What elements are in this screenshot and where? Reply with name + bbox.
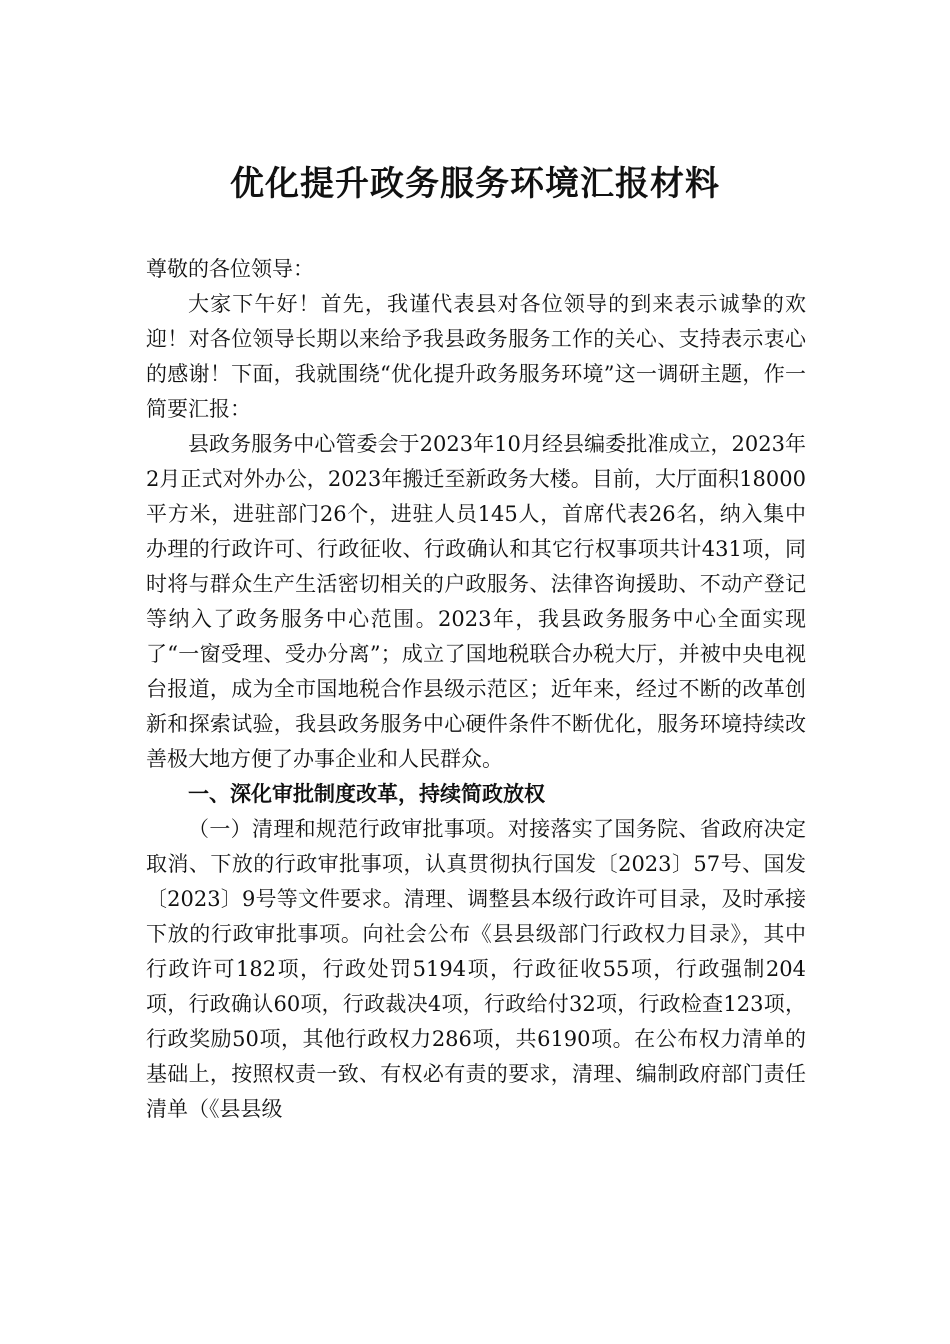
paragraph-section-1: （一）清理和规范行政审批事项。对接落实了国务院、省政府决定取消、下放的行政审批事项，认真贯彻执行国发〔2023〕57号、国发〔2023〕9号等文件要求。清理、调整县本级行政许可目录，及时承接下放的行政审批事项。向社会公布《县县级部门行政权力目录》，其中行政许可182项，行政处罚5194项，行政征收55项，行政强制204项，行政确认60项，行政裁决4项，行政给付32项，行政检查123项，行政奖励50项，其他行政权力286项，共6190项。在公布权力清单的基础上，按照权责一致、有权必有责的要求，清理、编制政府部门责任清单（《县县级 [146,817,806,1121]
section-heading: 一、深化审批制度改革，持续简政放权 [188,782,545,806]
paragraph-welcome: 大家下午好！首先，我谨代表县对各位领导的到来表示诚挚的欢迎！对各位领导长期以来给予我县政务服务工作的关心、支持表示衷心的感谢！下面，我就围绕“优化提升政务服务环境”这一调研主题，作一简要汇报： [146,292,806,421]
document-body [146,252,806,1127]
salutation: 尊敬的各位领导： [146,257,314,281]
document-title: 优化提升政务服务环境汇报材料 [230,164,720,204]
paragraph-overview: 县政务服务中心管委会于2023年10月经县编委批准成立，2023年2月正式对外办公，2023年搬迁至新政务大楼。目前，大厅面积18000平方米，进驻部门26个，进驻人员145人，首席代表26名，纳入集中办理的行政许可、行政征收、行政确认和其它行权事项共计431项，同时将与群众生产生活密切相关的户政服务、法律咨询援助、不动产登记等纳入了政务服务中心范围。2023年，我县政务服务中心全面实现了“一窗受理、受办分离”；成立了国地税联合办税大厅，并被中央电视台报道，成为全市国地税合作县级示范区；近年来，经过不断的改革创新和探索试验，我县政务服务中心硬件条件不断优化，服务环境持续改善极大地方便了办事企业和人民群众。 [146,432,806,771]
